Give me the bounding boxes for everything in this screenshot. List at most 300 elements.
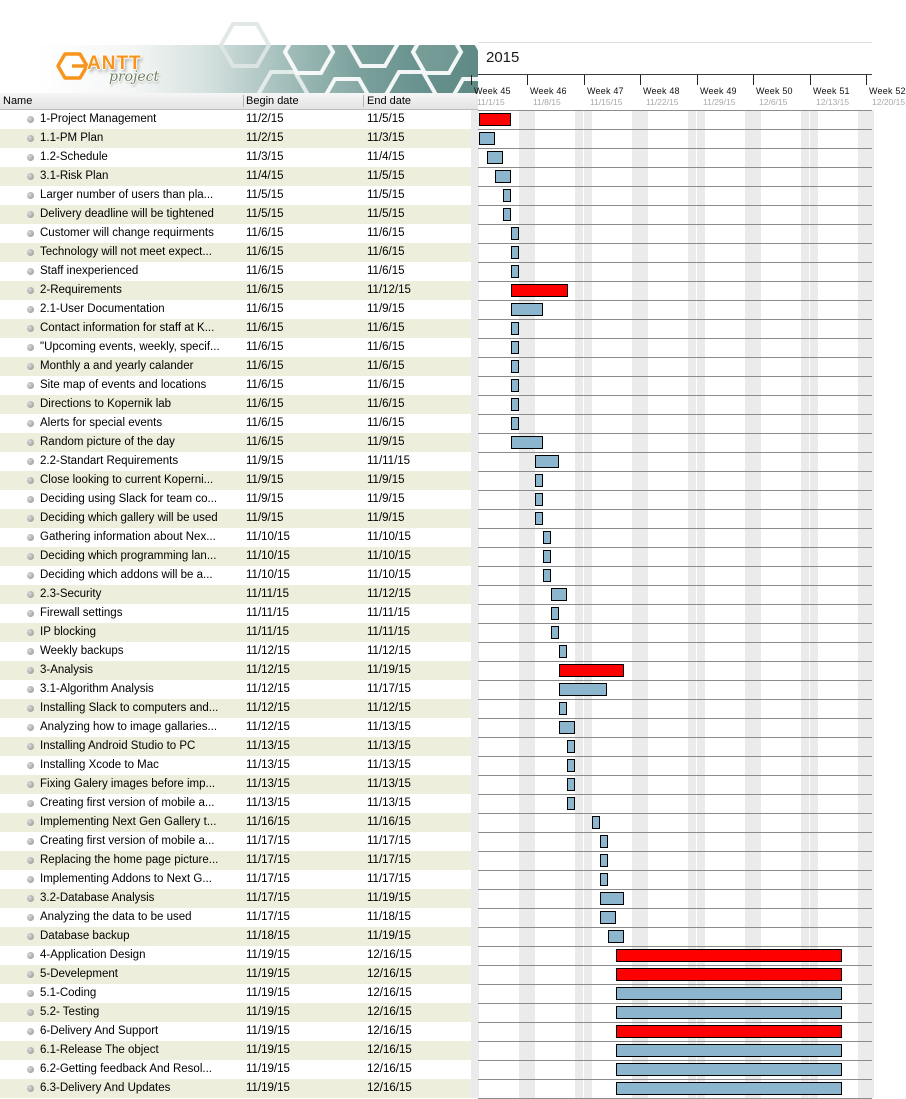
task-begin-date-cell: 11/5/15 xyxy=(246,189,284,201)
table-row[interactable] xyxy=(0,946,478,965)
task-begin-date-cell: 11/10/15 xyxy=(246,531,290,543)
table-row[interactable] xyxy=(0,832,478,851)
gantt-task-bar[interactable] xyxy=(616,987,842,1000)
gantt-task-bar[interactable] xyxy=(511,227,519,240)
task-name-cell: 3.2-Database Analysis xyxy=(40,892,155,904)
task-name-cell: 3-Analysis xyxy=(40,664,94,676)
week-start-date-label: 12/6/15 xyxy=(759,97,788,107)
gantt-task-bar[interactable] xyxy=(567,740,575,753)
row-grid-line xyxy=(478,927,872,928)
gantt-task-bar[interactable] xyxy=(543,550,551,563)
column-header-end-date[interactable]: End date xyxy=(367,95,412,107)
week-start-date-label: 11/1/15 xyxy=(477,97,505,107)
row-grid-line xyxy=(478,794,872,795)
task-name-cell: Creating first version of mobile a... xyxy=(40,835,215,847)
gantt-task-bar[interactable] xyxy=(511,246,519,259)
row-grid-line xyxy=(478,1022,872,1023)
ganttproject-logo xyxy=(53,47,233,93)
task-begin-date-cell: 11/2/15 xyxy=(246,132,284,144)
gantt-task-bar[interactable] xyxy=(616,1082,842,1095)
row-grid-line xyxy=(478,490,872,491)
gantt-summary-bar[interactable] xyxy=(616,968,842,981)
task-bullet-icon xyxy=(27,705,34,712)
task-begin-date-cell: 11/18/15 xyxy=(246,930,290,942)
gantt-task-bar[interactable] xyxy=(543,531,551,544)
week-label: Week 47 xyxy=(587,86,624,96)
logo-text-gantt: ANTT xyxy=(87,53,142,74)
gantt-task-bar[interactable] xyxy=(511,417,519,430)
task-bullet-icon xyxy=(27,268,34,275)
task-end-date-cell: 11/13/15 xyxy=(367,778,411,790)
task-name-cell: Analyzing the data to be used xyxy=(40,911,192,923)
table-row[interactable] xyxy=(0,319,478,338)
table-row[interactable] xyxy=(0,490,478,509)
task-begin-date-cell: 11/6/15 xyxy=(246,227,284,239)
task-end-date-cell: 11/19/15 xyxy=(367,930,411,942)
task-end-date-cell: 11/6/15 xyxy=(367,398,405,410)
task-bullet-icon xyxy=(27,116,34,123)
column-separator[interactable] xyxy=(363,95,364,107)
row-grid-line xyxy=(478,319,872,320)
gantt-summary-bar[interactable] xyxy=(511,284,568,297)
gantt-summary-bar[interactable] xyxy=(616,949,842,962)
task-name-cell: Firewall settings xyxy=(40,607,123,619)
row-grid-line xyxy=(478,357,872,358)
task-bullet-icon xyxy=(27,477,34,484)
task-begin-date-cell: 11/2/15 xyxy=(246,113,284,125)
gantt-task-bar[interactable] xyxy=(503,189,511,202)
task-name-cell: Customer will change requirments xyxy=(40,227,214,239)
row-grid-line xyxy=(478,718,872,719)
gantt-task-bar[interactable] xyxy=(600,835,608,848)
table-row[interactable] xyxy=(0,281,478,300)
gantt-task-bar[interactable] xyxy=(567,797,575,810)
task-begin-date-cell: 11/6/15 xyxy=(246,284,284,296)
week-tick xyxy=(866,75,867,85)
task-end-date-cell: 11/13/15 xyxy=(367,740,411,752)
task-bullet-icon xyxy=(27,230,34,237)
task-end-date-cell: 12/16/15 xyxy=(367,949,412,961)
task-bullet-icon xyxy=(27,781,34,788)
week-start-date-label: 11/15/15 xyxy=(590,97,623,107)
task-bullet-icon xyxy=(27,1047,34,1054)
task-name-cell: Installing Xcode to Mac xyxy=(40,759,159,771)
row-grid-line xyxy=(478,737,872,738)
table-row[interactable] xyxy=(0,205,478,224)
table-row[interactable] xyxy=(0,262,478,281)
task-end-date-cell: 11/13/15 xyxy=(367,759,411,771)
row-grid-line xyxy=(478,984,872,985)
row-grid-line xyxy=(478,205,872,206)
week-label: Week 50 xyxy=(756,86,793,96)
week-start-date-label: 11/8/15 xyxy=(533,97,561,107)
task-begin-date-cell: 11/19/15 xyxy=(246,987,290,999)
table-row[interactable] xyxy=(0,452,478,471)
table-row[interactable] xyxy=(0,129,478,148)
task-begin-date-cell: 11/5/15 xyxy=(246,208,284,220)
table-row[interactable] xyxy=(0,585,478,604)
gantt-task-bar[interactable] xyxy=(511,341,519,354)
task-end-date-cell: 11/6/15 xyxy=(367,322,405,334)
task-name-cell: Deciding which addons will be a... xyxy=(40,569,213,581)
task-name-cell: Implementing Next Gen Gallery t... xyxy=(40,816,217,828)
task-name-cell: 5-Develepment xyxy=(40,968,118,980)
gantt-task-bar[interactable] xyxy=(616,1044,842,1057)
task-table-header xyxy=(0,93,478,110)
task-begin-date-cell: 11/19/15 xyxy=(246,968,290,980)
task-name-cell: 1.1-PM Plan xyxy=(40,132,104,144)
row-grid-line xyxy=(478,680,872,681)
task-begin-date-cell: 11/4/15 xyxy=(246,170,284,182)
task-bullet-icon xyxy=(27,496,34,503)
row-grid-line xyxy=(478,452,872,453)
gantt-task-bar[interactable] xyxy=(551,626,559,639)
table-row[interactable] xyxy=(0,1079,478,1098)
gantt-task-bar[interactable] xyxy=(600,892,624,905)
task-end-date-cell: 11/10/15 xyxy=(367,550,411,562)
table-row[interactable] xyxy=(0,908,478,927)
row-grid-line xyxy=(478,1060,872,1061)
task-bullet-icon xyxy=(27,1009,34,1016)
row-grid-line xyxy=(478,623,872,624)
table-row[interactable] xyxy=(0,984,478,1003)
gantt-task-bar[interactable] xyxy=(511,436,543,449)
gantt-task-bar[interactable] xyxy=(608,930,624,943)
task-begin-date-cell: 11/6/15 xyxy=(246,265,284,277)
task-end-date-cell: 11/13/15 xyxy=(367,797,411,809)
table-row[interactable] xyxy=(0,699,478,718)
task-name-cell: Random picture of the day xyxy=(40,436,175,448)
row-grid-line xyxy=(478,433,872,434)
task-name-cell: 5.1-Coding xyxy=(40,987,97,999)
task-begin-date-cell: 11/17/15 xyxy=(246,892,290,904)
table-row[interactable] xyxy=(0,737,478,756)
gantt-task-bar[interactable] xyxy=(559,683,607,696)
task-bullet-icon xyxy=(27,990,34,997)
gantt-task-bar[interactable] xyxy=(511,322,519,335)
task-name-cell: 3.1-Risk Plan xyxy=(40,170,109,182)
gantt-task-bar[interactable] xyxy=(511,303,543,316)
week-label: Week 45 xyxy=(474,86,511,96)
week-start-date-label: 12/13/15 xyxy=(816,97,850,107)
task-end-date-cell: 12/16/15 xyxy=(367,1063,412,1075)
gantt-summary-bar[interactable] xyxy=(559,664,624,677)
gantt-task-bar[interactable] xyxy=(559,721,575,734)
gantt-task-bar[interactable] xyxy=(551,588,567,601)
gantt-task-bar[interactable] xyxy=(511,398,519,411)
task-end-date-cell: 12/16/15 xyxy=(367,1044,412,1056)
task-begin-date-cell: 11/12/15 xyxy=(246,702,290,714)
gantt-task-bar[interactable] xyxy=(495,170,511,183)
task-begin-date-cell: 11/17/15 xyxy=(246,873,290,885)
table-row[interactable] xyxy=(0,224,478,243)
row-grid-line xyxy=(478,471,872,472)
week-label: Week 49 xyxy=(700,86,737,96)
task-name-cell: Site map of events and locations xyxy=(40,379,207,391)
task-bullet-icon xyxy=(27,819,34,826)
task-name-cell: 6.3-Delivery And Updates xyxy=(40,1082,171,1094)
task-name-cell: Directions to Kopernik lab xyxy=(40,398,172,410)
column-header-begin-date[interactable]: Begin date xyxy=(246,95,299,107)
task-begin-date-cell: 11/12/15 xyxy=(246,645,290,657)
table-row[interactable] xyxy=(0,756,478,775)
task-bullet-icon xyxy=(27,895,34,902)
task-bullet-icon xyxy=(27,325,34,332)
gantt-task-bar[interactable] xyxy=(592,816,600,829)
task-bullet-icon xyxy=(27,211,34,218)
task-begin-date-cell: 11/6/15 xyxy=(246,341,284,353)
row-grid-line xyxy=(478,775,872,776)
gantt-task-bar[interactable] xyxy=(487,151,503,164)
gantt-task-bar[interactable] xyxy=(535,455,559,468)
table-row[interactable] xyxy=(0,148,478,167)
row-grid-line xyxy=(478,300,872,301)
task-name-cell: Creating first version of mobile a... xyxy=(40,797,215,809)
table-row[interactable] xyxy=(0,642,478,661)
table-row[interactable] xyxy=(0,566,478,585)
table-row[interactable] xyxy=(0,167,478,186)
week-label: Week 48 xyxy=(643,86,680,96)
task-name-cell: Monthly a and yearly calander xyxy=(40,360,194,372)
table-row[interactable] xyxy=(0,243,478,262)
gantt-summary-bar[interactable] xyxy=(479,113,511,126)
logo-text-project: project xyxy=(109,69,160,85)
table-row[interactable] xyxy=(0,813,478,832)
row-grid-line xyxy=(478,167,872,168)
task-end-date-cell: 11/4/15 xyxy=(367,151,405,163)
table-row[interactable] xyxy=(0,376,478,395)
task-end-date-cell: 12/16/15 xyxy=(367,987,412,999)
task-name-cell: Database backup xyxy=(40,930,130,942)
task-end-date-cell: 11/6/15 xyxy=(367,379,405,391)
table-row[interactable] xyxy=(0,110,478,129)
gantt-task-bar[interactable] xyxy=(567,778,575,791)
task-end-date-cell: 11/5/15 xyxy=(367,208,405,220)
task-end-date-cell: 11/19/15 xyxy=(367,892,411,904)
task-bullet-icon xyxy=(27,743,34,750)
task-end-date-cell: 11/5/15 xyxy=(367,189,405,201)
row-grid-line xyxy=(478,338,872,339)
gantt-task-bar[interactable] xyxy=(551,607,559,620)
table-row[interactable] xyxy=(0,1003,478,1022)
table-row[interactable] xyxy=(0,357,478,376)
row-grid-line xyxy=(478,585,872,586)
table-row[interactable] xyxy=(0,661,478,680)
task-name-cell: Installing Slack to computers and... xyxy=(40,702,219,714)
task-begin-date-cell: 11/19/15 xyxy=(246,949,290,961)
task-begin-date-cell: 11/11/15 xyxy=(246,626,290,638)
gantt-task-bar[interactable] xyxy=(535,493,543,506)
task-bullet-icon xyxy=(27,857,34,864)
gantt-task-bar[interactable] xyxy=(479,132,495,145)
task-end-date-cell: 11/9/15 xyxy=(367,493,405,505)
task-end-date-cell: 11/6/15 xyxy=(367,227,405,239)
table-row[interactable] xyxy=(0,338,478,357)
task-end-date-cell: 11/9/15 xyxy=(367,512,405,524)
gantt-task-bar[interactable] xyxy=(511,360,519,373)
table-row[interactable] xyxy=(0,1041,478,1060)
task-end-date-cell: 11/11/15 xyxy=(367,626,411,638)
task-begin-date-cell: 11/9/15 xyxy=(246,474,284,486)
task-begin-date-cell: 11/6/15 xyxy=(246,246,284,258)
task-bullet-icon xyxy=(27,1028,34,1035)
task-bullet-icon xyxy=(27,287,34,294)
task-begin-date-cell: 11/19/15 xyxy=(246,1044,290,1056)
row-grid-line xyxy=(478,566,872,567)
task-name-cell: Contact information for staff at K... xyxy=(40,322,215,334)
task-begin-date-cell: 11/6/15 xyxy=(246,322,284,334)
task-bullet-icon xyxy=(27,686,34,693)
table-row[interactable] xyxy=(0,870,478,889)
row-grid-line xyxy=(478,528,872,529)
row-grid-line xyxy=(478,642,872,643)
task-begin-date-cell: 11/12/15 xyxy=(246,683,290,695)
row-grid-line xyxy=(478,186,872,187)
table-row[interactable] xyxy=(0,509,478,528)
table-row[interactable] xyxy=(0,414,478,433)
task-begin-date-cell: 11/12/15 xyxy=(246,664,290,676)
task-bullet-icon xyxy=(27,249,34,256)
gantt-task-bar[interactable] xyxy=(600,911,616,924)
column-separator[interactable] xyxy=(243,95,244,107)
task-name-cell: Deciding which gallery will be used xyxy=(40,512,218,524)
gantt-task-bar[interactable] xyxy=(616,1063,842,1076)
gantt-task-bar[interactable] xyxy=(559,702,567,715)
table-row[interactable] xyxy=(0,395,478,414)
gantt-task-bar[interactable] xyxy=(503,208,511,221)
task-name-cell: Fixing Galery images before imp... xyxy=(40,778,216,790)
row-grid-line xyxy=(478,832,872,833)
task-bullet-icon xyxy=(27,724,34,731)
task-name-cell: 3.1-Algorithm Analysis xyxy=(40,683,154,695)
task-end-date-cell: 12/16/15 xyxy=(367,968,412,980)
task-name-cell: Deciding which programming lan... xyxy=(40,550,217,562)
gantt-task-bar[interactable] xyxy=(600,854,608,867)
table-row[interactable] xyxy=(0,433,478,452)
row-grid-line xyxy=(478,129,872,130)
table-row[interactable] xyxy=(0,927,478,946)
table-row[interactable] xyxy=(0,547,478,566)
table-row[interactable] xyxy=(0,680,478,699)
task-end-date-cell: 11/12/15 xyxy=(367,645,411,657)
table-row[interactable] xyxy=(0,718,478,737)
gantt-task-bar[interactable] xyxy=(511,265,519,278)
task-begin-date-cell: 11/3/15 xyxy=(246,151,284,163)
task-name-cell: 2.2-Standart Requirements xyxy=(40,455,179,467)
task-bullet-icon xyxy=(27,591,34,598)
task-end-date-cell: 11/10/15 xyxy=(367,569,411,581)
row-grid-line xyxy=(478,699,872,700)
gantt-task-bar[interactable] xyxy=(511,379,519,392)
task-name-cell: Technology will not meet expect... xyxy=(40,246,212,258)
row-grid-line xyxy=(478,870,872,871)
task-end-date-cell: 11/6/15 xyxy=(367,417,405,429)
task-end-date-cell: 11/6/15 xyxy=(367,246,405,258)
gantt-task-bar[interactable] xyxy=(535,512,543,525)
task-bullet-icon xyxy=(27,876,34,883)
task-bullet-icon xyxy=(27,933,34,940)
task-bullet-icon xyxy=(27,344,34,351)
gantt-task-bar[interactable] xyxy=(567,759,575,772)
task-name-cell: Staff inexperienced xyxy=(40,265,139,277)
task-begin-date-cell: 11/17/15 xyxy=(246,835,290,847)
task-begin-date-cell: 11/9/15 xyxy=(246,493,284,505)
table-row[interactable] xyxy=(0,794,478,813)
task-end-date-cell: 11/12/15 xyxy=(367,702,411,714)
table-row[interactable] xyxy=(0,965,478,984)
table-row[interactable] xyxy=(0,471,478,490)
task-end-date-cell: 11/6/15 xyxy=(367,341,405,353)
gantt-task-bar[interactable] xyxy=(543,569,551,582)
task-name-cell: Close looking to current Koperni... xyxy=(40,474,214,486)
task-bullet-icon xyxy=(27,458,34,465)
task-begin-date-cell: 11/13/15 xyxy=(246,778,290,790)
gantt-task-bar[interactable] xyxy=(600,873,608,886)
task-bullet-icon xyxy=(27,914,34,921)
task-name-cell: 2.1-User Documentation xyxy=(40,303,165,315)
task-end-date-cell: 11/13/15 xyxy=(367,721,411,733)
task-begin-date-cell: 11/13/15 xyxy=(246,740,290,752)
table-row[interactable] xyxy=(0,186,478,205)
gantt-task-bar[interactable] xyxy=(535,474,543,487)
task-end-date-cell: 11/17/15 xyxy=(367,683,411,695)
table-row[interactable] xyxy=(0,604,478,623)
task-begin-date-cell: 11/6/15 xyxy=(246,303,284,315)
task-begin-date-cell: 11/16/15 xyxy=(246,816,290,828)
table-row[interactable] xyxy=(0,889,478,908)
task-table-body xyxy=(0,110,478,1098)
task-bullet-icon xyxy=(27,363,34,370)
table-row[interactable] xyxy=(0,623,478,642)
week-tick xyxy=(527,75,528,85)
task-end-date-cell: 11/6/15 xyxy=(367,360,405,372)
task-name-cell: Replacing the home page picture... xyxy=(40,854,219,866)
task-end-date-cell: 11/17/15 xyxy=(367,835,411,847)
gantt-summary-bar[interactable] xyxy=(616,1025,842,1038)
table-row[interactable] xyxy=(0,1060,478,1079)
task-end-date-cell: 12/16/15 xyxy=(367,1006,412,1018)
task-bullet-icon xyxy=(27,420,34,427)
table-row[interactable] xyxy=(0,300,478,319)
week-start-date-label: 12/20/15 xyxy=(872,97,906,107)
task-bullet-icon xyxy=(27,800,34,807)
task-name-cell: "Upcoming events, weekly, specif... xyxy=(40,341,220,353)
task-bullet-icon xyxy=(27,648,34,655)
row-grid-line xyxy=(478,1079,872,1080)
table-row[interactable] xyxy=(0,851,478,870)
table-row[interactable] xyxy=(0,775,478,794)
task-begin-date-cell: 11/19/15 xyxy=(246,1082,290,1094)
row-grid-line xyxy=(478,414,872,415)
row-grid-line xyxy=(478,889,872,890)
task-begin-date-cell: 11/12/15 xyxy=(246,721,290,733)
gantt-task-bar[interactable] xyxy=(616,1006,842,1019)
task-end-date-cell: 11/18/15 xyxy=(367,911,411,923)
table-row[interactable] xyxy=(0,1022,478,1041)
task-begin-date-cell: 11/6/15 xyxy=(246,379,284,391)
task-end-date-cell: 11/12/15 xyxy=(367,588,411,600)
task-bullet-icon xyxy=(27,173,34,180)
column-header-name[interactable]: Name xyxy=(3,95,33,107)
week-label: Week 51 xyxy=(813,86,850,96)
table-row[interactable] xyxy=(0,528,478,547)
week-tick xyxy=(753,75,754,85)
gantt-task-bar[interactable] xyxy=(559,645,567,658)
task-bullet-icon xyxy=(27,306,34,313)
row-grid-line xyxy=(478,1041,872,1042)
task-begin-date-cell: 11/19/15 xyxy=(246,1006,290,1018)
task-bullet-icon xyxy=(27,192,34,199)
